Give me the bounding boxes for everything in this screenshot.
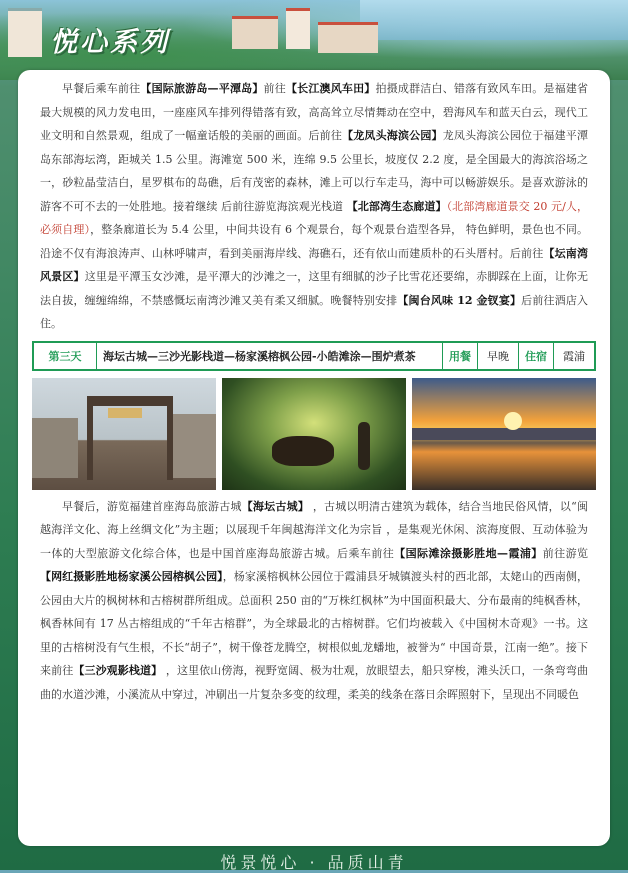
- day2-description: 早餐后乘车前往【国际旅游岛—平潭岛】前往【长江澳风车田】拍摄成群洁白、错落有致风车田。是福建省最大规模的风力发电田，一座座风车排列得错落有致，高高耸立尽情舞动在空中，碧海风车和蓝天白云，现代工业文明和自然景观，组成了一幅童话般的美丽的画面。后前往【龙凤头海滨公园】龙凤头海滨公园位于福建平潭岛东部海坛湾，距城关 1.5 公里。海滩宽 500 米，连绵 9.5 公里长，坡度仅 2.2 度，是全国最大的海滨浴场之一，砂粒晶莹洁白，星罗棋布的岛礁，后有茂密的森林，滩上可以行车走马，海中可以畅游娱乐。是喜欢游泳的游客不可不去的一处胜地。接着继续 后前往游览海滨观光栈道 【北部湾生态廊道】（北部湾廊道景交 20 元/人，必须自理），整条廊道长为 5.4 公里，中间共设有 6 个观景台，每个观景台造型各异， 特色鲜明，景色也不同。沿途不仅有海浪涛声、山林呼啸声，看到美丽海岸线、海礁石，还有依山而建质朴的石头厝村。后前往【坛南湾风景区】这里是平潭玉女沙滩，是平潭大的沙滩之一，这里有细腻的沙子比雪花还要绵，赤脚踩在上面，让你无法自拔，缠缠绵绵，不禁感慨坛南湾沙滩又美有柔又细腻。晚餐特别安排【闽台风味 12 金钗宴】后前往酒店入住。: [40, 82, 589, 330]
- day3-header-bar: [32, 341, 596, 371]
- day-label: 第三天: [34, 343, 97, 369]
- building-photo: [8, 8, 42, 57]
- building-photo: [318, 22, 378, 53]
- sunset-mudflat-photo: [412, 378, 596, 490]
- footer-slogan: 悦景悦心 · 品质山青: [220, 853, 408, 872]
- sea-photo-area: [360, 0, 628, 40]
- meal-label: 用餐: [443, 343, 478, 369]
- stay-label: 住宿: [519, 343, 554, 369]
- hero-banner: [0, 0, 628, 80]
- series-title: 悦心系列: [50, 27, 170, 58]
- photo-row: [32, 378, 596, 490]
- meal-value: 早晚: [478, 343, 519, 369]
- day3-description: 早餐后，游览福建首座海岛旅游古城【海坛古城】 ，古城以明清古建筑为载体，结合当地民俗风情，以“闽越海洋文化、海上丝绸文化”为主题；以展现千年闽越海洋文化为宗旨 ，是集观光休闲、滨海度假、互动体验为一体的大型旅游文化综合体，也是中国首座海岛旅游古城。后乘车前往【国际滩涂摄影胜地—霞浦】前往游览【网红摄影胜地杨家溪公园榕枫公园】，杨家溪榕枫林公园位于霞浦县牙城镇渡头村的西北部，太姥山的西南侧，公园由大片的枫树林和古榕树群所组成。总面积 250 亩的“万株红枫林”为中国面积最大、分布最南的纯枫香林，枫香林间有 17 丛古榕组成的“千年古榕群”，为全球最北的古榕树群。它们均被载入《中国树木奇观》一书。这里的古榕树没有气生根，不长“胡子”，树干像苍龙腾空，树根似虬龙蟠地，被誉为“ 中国奇景，江南一绝”。接下来前往【三沙观影栈道】 ，这里依山傍海，视野宽阔、极为壮观，放眼望去，船只穿梭，滩头沃口，一条弯弯曲曲的水道沙滩，小溪流从中穿过，冲刷出一片复杂多变的纹理，柔美的线条在落日余晖照射下，呈现出不同暖色: [40, 499, 589, 701]
- forest-buffalo-photo: [222, 378, 406, 490]
- day-route: 海坛古城—三沙光影栈道—杨家溪榕枫公园-小皓滩涂—围炉煮茶: [97, 343, 443, 369]
- itinerary-card: [18, 70, 610, 846]
- stay-value: 霞浦: [563, 349, 585, 363]
- building-photo: [232, 16, 278, 49]
- ancient-city-gate-photo: [32, 378, 216, 490]
- building-photo: [286, 8, 310, 49]
